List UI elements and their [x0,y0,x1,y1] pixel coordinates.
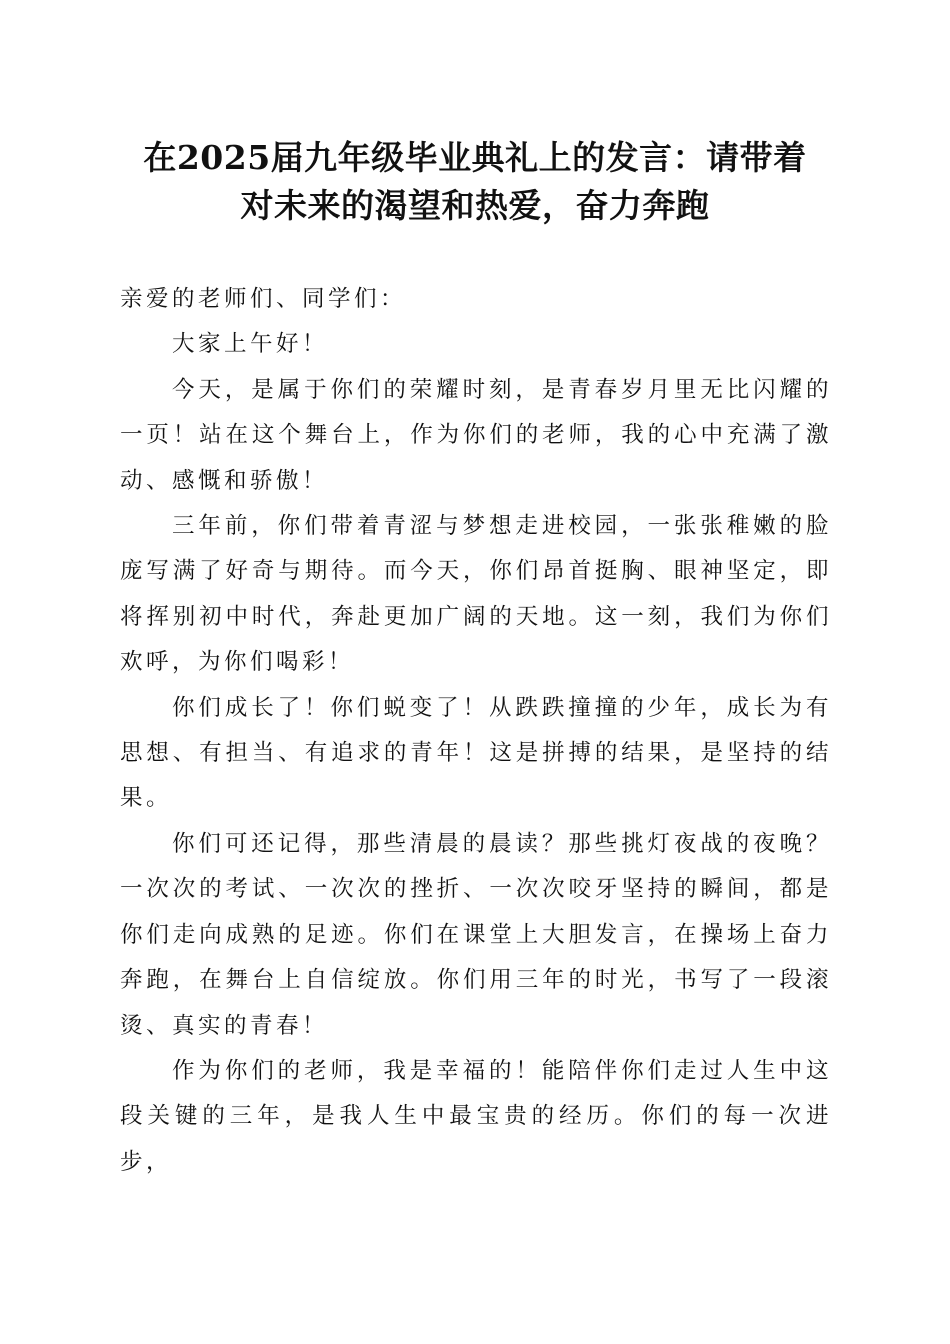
paragraph-greeting: 大家上午好！ [172,331,329,358]
title-line-1: 在2025届九年级毕业典礼上的发言：请带着 [143,138,807,177]
paragraph-memories: 你们可还记得，那些清晨的晨读？那些挑灯夜战的夜晚？一次次的考试、一次次的挫折、一次次咬牙坚持的瞬间，都是你们走向成熟的足迹。你们在课堂上大胆发言，在操场上奋力奔跑，在舞台上自信绽放。你们用三年的时光，书写了一段滚烫、真实的青春！ [120,830,832,1039]
paragraph-today: 今天，是属于你们的荣耀时刻，是青春岁月里无比闪耀的一页！站在这个舞台上，作为你们的老师，我的心中充满了激动、感慨和骄傲！ [120,376,832,494]
page-title [120,134,830,230]
salutation: 亲爱的老师们、同学们： [120,286,407,312]
title-line-2: 对未来的渴望和热爱，奋力奔跑 [240,186,710,225]
paragraph-growth: 你们成长了！你们蜕变了！从跌跌撞撞的少年，成长为有思想、有担当、有追求的青年！这是拼搏的结果，是坚持的结果。 [120,694,832,812]
paragraph-teacher: 作为你们的老师，我是幸福的！能陪伴你们走过人生中这段关键的三年，是我人生中最宝贵的经历。你们的每一次进步， [120,1057,832,1175]
paragraph-three-years-ago: 三年前，你们带着青涩与梦想走进校园，一张张稚嫩的脸庞写满了好奇与期待。而今天，你们昂首挺胸、眼神坚定，即将挥别初中时代，奔赴更加广阔的天地。这一刻，我们为你们欢呼，为你们喝彩！ [120,513,832,676]
speech-body [120,277,832,1185]
